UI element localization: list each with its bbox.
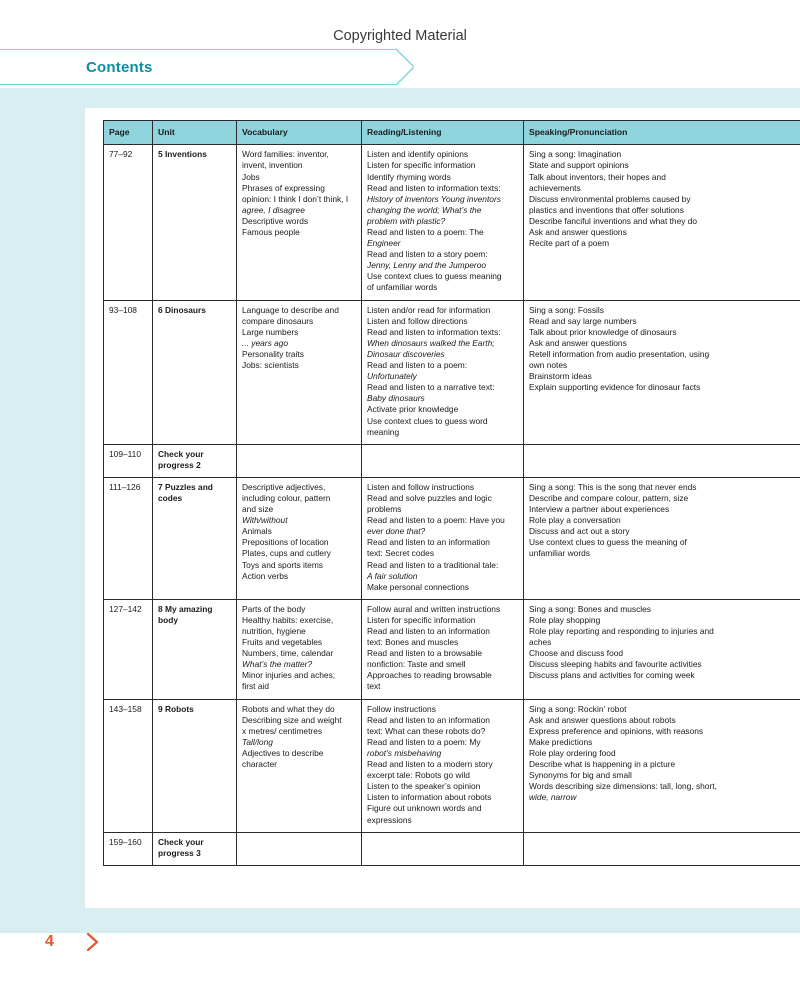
cell-unit: Check your progress 2 xyxy=(153,444,237,477)
cell-page: 127–142 xyxy=(104,599,153,699)
table-row xyxy=(104,832,800,865)
cell-vocabulary: Word families: inventor, invent, invention Jobs Phrases of expressing opinion: I think I don’t think, I agree, I disagree Descriptive words Famous people xyxy=(237,145,362,300)
cell-speaking-pronunciation: Sing a song: Fossils Read and say large numbers Talk about prior knowledge of dinosaurs Ask and answer questions Retell information from audio presentation, using own notes Brainstorm ideas Explain supporting evidence for dinosaur facts xyxy=(524,300,800,444)
table-row xyxy=(104,699,800,832)
cell-page: 159–160 xyxy=(104,832,153,865)
cell-reading-listening xyxy=(362,444,524,477)
cell-reading-listening: Listen and/or read for information Listen and follow directions Read and listen to information texts: When dinosaurs walked the Earth; Dinosaur discoveries Read and listen to a poem: Unfortunately Read and listen to a narrative text: Baby dinosaurs Activate prior knowledge Use context clues to guess word meaning xyxy=(362,300,524,444)
table-row xyxy=(104,444,800,477)
table-row xyxy=(104,477,800,599)
cell-unit: 5 Inventions xyxy=(153,145,237,300)
cell-page: 77–92 xyxy=(104,145,153,300)
cell-speaking-pronunciation xyxy=(524,444,800,477)
banner-arrow-icon xyxy=(395,49,413,85)
column-header-vocabulary: Vocabulary xyxy=(237,121,362,145)
cell-page: 111–126 xyxy=(104,477,153,599)
cell-unit: 9 Robots xyxy=(153,699,237,832)
column-header-unit: Unit xyxy=(153,121,237,145)
table-row xyxy=(104,300,800,444)
table-header-row xyxy=(104,121,800,145)
cell-vocabulary xyxy=(237,832,362,865)
cell-unit: 6 Dinosaurs xyxy=(153,300,237,444)
cell-reading-listening: Listen and follow instructions Read and solve puzzles and logic problems Read and listen to a poem: Have you ever done that? Read and listen to an information text: Secret codes Read and listen to a traditional tale: A fair solution Make personal connections xyxy=(362,477,524,599)
cell-page: 109–110 xyxy=(104,444,153,477)
cell-speaking-pronunciation: Sing a song: This is the song that never ends Describe and compare colour, pattern, size Interview a partner about experiences Role play a conversation Discuss and act out a story Use context clues to guess the meaning of unfamiliar words xyxy=(524,477,800,599)
cell-reading-listening: Follow instructions Read and listen to an information text: What can these robots do? Read and listen to a poem: My robot’s misbehaving Read and listen to a modern story excerpt tale: Robots go wild Listen to the speaker’s opinion Listen to information about robots Figure out unknown words and expressions xyxy=(362,699,524,832)
column-header-page: Page xyxy=(104,121,153,145)
cell-reading-listening: Follow aural and written instructions Listen for specific information Read and listen to an information text: Bones and muscles Read and listen to a browsable nonfiction: Taste and smell Approaches to reading browsable text xyxy=(362,599,524,699)
cell-speaking-pronunciation xyxy=(524,832,800,865)
contents-table xyxy=(103,120,800,866)
cell-unit: 7 Puzzles and codes xyxy=(153,477,237,599)
cell-page: 143–158 xyxy=(104,699,153,832)
cell-reading-listening xyxy=(362,832,524,865)
column-header-speaking-pronunciation: Speaking/Pronunciation xyxy=(524,121,800,145)
cell-vocabulary: Descriptive adjectives, including colour, pattern and size With/without Animals Prepositions of location Plates, cups and cutlery Toys and sports items Action verbs xyxy=(237,477,362,599)
contents-banner xyxy=(0,49,396,85)
contents-label: Contents xyxy=(86,58,153,76)
cell-vocabulary xyxy=(237,444,362,477)
cell-unit: Check your progress 3 xyxy=(153,832,237,865)
cell-speaking-pronunciation: Sing a song: Rockin’ robot Ask and answer questions about robots Express preference and opinions, with reasons Make predictions Role play ordering food Describe what is happening in a picture Synonyms for big and small Words describing size dimensions: tall, long, short, wide, narrow xyxy=(524,699,800,832)
table-row xyxy=(104,145,800,300)
cell-speaking-pronunciation: Sing a song: Bones and muscles Role play shopping Role play reporting and responding to injuries and aches Choose and discuss food Discuss sleeping habits and favourite activities Discuss plans and activities for coming week xyxy=(524,599,800,699)
cell-vocabulary: Robots and what they do Describing size and weight x metres/ centimetres Tall/long Adjectives to describe character xyxy=(237,699,362,832)
page-number: 4 xyxy=(45,933,54,950)
chevron-right-icon xyxy=(84,931,102,953)
cell-vocabulary: Parts of the body Healthy habits: exercise, nutrition, hygiene Fruits and vegetables Numbers, time, calendar What’s the matter? Minor injuries and aches; first aid xyxy=(237,599,362,699)
cell-vocabulary: Language to describe and compare dinosaurs Large numbers ... years ago Personality traits Jobs: scientists xyxy=(237,300,362,444)
column-header-reading-listening: Reading/Listening xyxy=(362,121,524,145)
cell-reading-listening: Listen and identify opinions Listen for specific information Identify rhyming words Read and listen to information texts: History of inventors Young inventors changing the world; What’s the problem with plastic? Read and listen to a poem: The Engineer Read and listen to a story poem: Jenny, Lenny and the Jumperoo Use context clues to guess meaning of unfamiliar words xyxy=(362,145,524,300)
cell-page: 93–108 xyxy=(104,300,153,444)
table-row xyxy=(104,599,800,699)
cell-unit: 8 My amazing body xyxy=(153,599,237,699)
copyright-top: Copyrighted Material xyxy=(333,28,467,44)
cell-speaking-pronunciation: Sing a song: Imagination State and support opinions Talk about inventors, their hopes and achievements Discuss environmental problems caused by plastics and inventions that offer solutions Describe fanciful inventions and what they do Ask and answer questions Recite part of a poem xyxy=(524,145,800,300)
